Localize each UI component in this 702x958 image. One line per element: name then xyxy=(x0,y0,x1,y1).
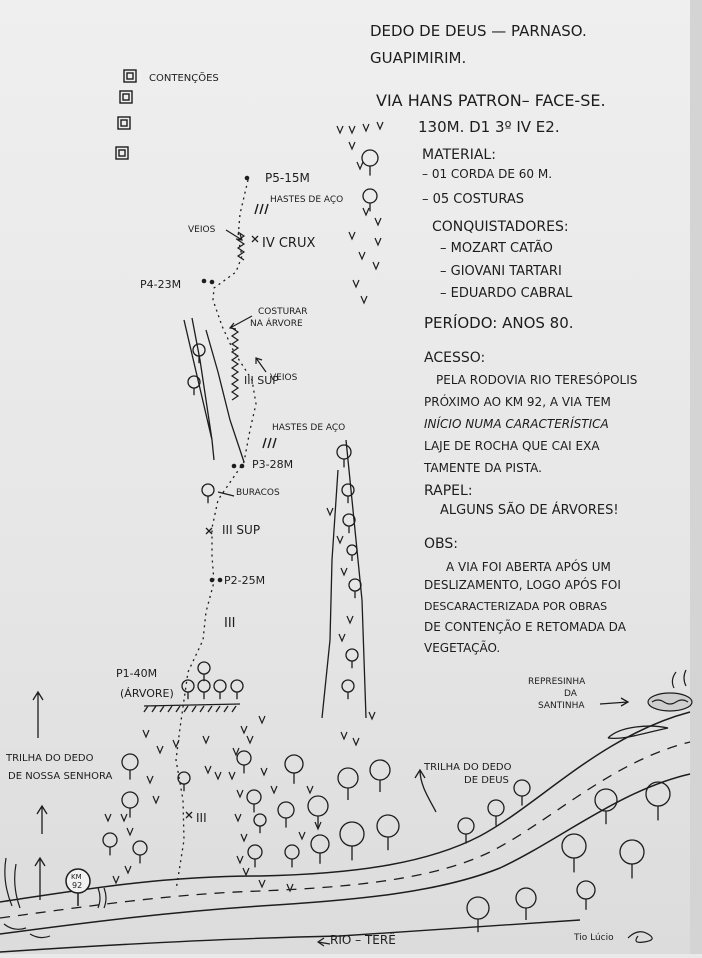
km-sign-number: 92 xyxy=(72,881,83,890)
veios-label-top: VEIOS xyxy=(188,225,216,235)
pitch-1-anchor: (ÁRVORE) xyxy=(120,687,174,700)
tree-icon xyxy=(620,840,644,878)
contencao-box-icon xyxy=(116,147,128,159)
vegetation-mark xyxy=(341,732,347,739)
vegetation-mark xyxy=(247,736,253,743)
tree-icon xyxy=(248,845,262,867)
tree-icon xyxy=(377,815,399,850)
crux-label: IV CRUX xyxy=(262,236,316,251)
vegetation-mark xyxy=(113,876,119,883)
vegetation-mark xyxy=(339,634,345,641)
vegetation-mark xyxy=(363,208,369,215)
tree-icon xyxy=(577,881,595,910)
river-flow-arrow xyxy=(318,938,330,946)
represinha-pond-icon xyxy=(648,693,692,711)
trail-dedo-de-deus-line2: DE DEUS xyxy=(464,775,509,786)
steel-rods-label-top: HASTES DE AÇO xyxy=(270,195,344,205)
vegetation-mark xyxy=(229,772,235,779)
vegetation-mark xyxy=(347,616,353,623)
tree-icon xyxy=(247,790,261,812)
buracos-label: BURACOS xyxy=(236,488,280,498)
obs-line-3: DESCARACTERIZADA POR OBRAS xyxy=(424,600,608,613)
vegetation-mark xyxy=(157,746,163,753)
vegetation-mark xyxy=(359,252,365,259)
paper-edge xyxy=(690,0,702,954)
conquistador-2: – GIOVANI TARTARI xyxy=(440,264,562,279)
tree-icon xyxy=(340,822,364,860)
contencao-box-icon xyxy=(120,91,132,103)
vegetation-mark xyxy=(259,880,265,887)
vegetation-mark xyxy=(147,776,153,783)
trail-dedo-de-deus-line1: TRILHA DO DEDO xyxy=(424,762,512,773)
ground-ledge xyxy=(144,704,240,712)
acesso-line-2: PRÓXIMO AO KM 92, A VIA TEM xyxy=(424,395,611,409)
author-signature: Tio Lúcio xyxy=(574,933,614,943)
vegetation-mark xyxy=(215,772,221,779)
tree-icon xyxy=(285,755,303,784)
material-item-rope: – 01 CORDA DE 60 M. xyxy=(422,167,553,181)
veios-crack-lower xyxy=(232,328,238,400)
tree-icon xyxy=(311,835,329,864)
vegetation-mark xyxy=(353,280,359,287)
vegetation-mark xyxy=(341,568,347,575)
tree-icon xyxy=(346,649,358,668)
vegetation-mark xyxy=(235,814,241,821)
periodo: PERÍODO: ANOS 80. xyxy=(424,314,574,332)
tree-icon xyxy=(595,789,617,824)
tree-icon xyxy=(202,484,214,503)
tree-icon xyxy=(198,680,210,699)
vegetation-marks xyxy=(105,122,383,891)
vegetation-mark xyxy=(361,296,367,303)
tree-icon xyxy=(516,888,536,920)
vegetation-mark xyxy=(307,786,313,793)
tree-icon xyxy=(285,845,299,867)
vegetation-mark xyxy=(173,740,179,747)
represinha-stream xyxy=(672,670,686,688)
contencao-legend-label: CONTENÇÕES xyxy=(149,73,219,84)
tree-icon xyxy=(231,680,243,699)
acesso-heading: ACESSO: xyxy=(424,350,486,366)
represinha-line3: SANTINHA xyxy=(538,701,585,711)
obs-line-4: DE CONTENÇÃO E RETOMADA DA xyxy=(424,620,626,634)
acesso-line-5: TAMENTE DA PISTA. xyxy=(424,461,542,475)
gully-left-line xyxy=(322,470,338,718)
tree-icon xyxy=(362,150,378,176)
road-edge-upper xyxy=(0,712,690,902)
rapel-text: ALGUNS SÃO DE ÁRVORES! xyxy=(440,503,619,518)
vegetation-mark xyxy=(121,814,127,821)
vegetation-mark xyxy=(375,218,381,225)
vegetation-mark xyxy=(241,726,247,733)
obs-line-2: DESLIZAMENTO, LOGO APÓS FOI xyxy=(424,578,621,592)
material-heading: MATERIAL: xyxy=(422,147,496,163)
tree-icon xyxy=(237,751,251,773)
acesso-line-1: PELA RODOVIA RIO TERESÓPOLIS xyxy=(436,373,638,387)
vegetation-mark xyxy=(105,814,111,821)
vegetation-mark xyxy=(377,122,383,129)
vegetation-mark xyxy=(237,790,243,797)
contencao-box-icon xyxy=(118,117,130,129)
conquistador-3: – EDUARDO CABRAL xyxy=(440,286,573,301)
pitch-1-grade: III xyxy=(196,811,207,825)
vegetation-mark xyxy=(375,238,381,245)
tree-icon xyxy=(103,833,117,855)
tree-icon xyxy=(562,834,586,872)
vegetation-mark xyxy=(337,536,343,543)
river-line xyxy=(0,920,580,952)
obs-heading: OBS: xyxy=(424,536,458,552)
tree-icon xyxy=(182,680,194,699)
pitch-5-label: P5-15M xyxy=(265,171,310,185)
tree-icon xyxy=(363,189,377,211)
vegetation-mark xyxy=(349,232,355,239)
vegetation-mark xyxy=(143,730,149,737)
tree-icon xyxy=(514,780,530,806)
vegetation-mark xyxy=(271,786,277,793)
contencao-box-icon xyxy=(124,70,136,82)
vegetation-mark xyxy=(349,142,355,149)
tree-icon xyxy=(122,754,138,780)
tree-icon xyxy=(347,545,357,561)
tree-icon xyxy=(178,772,190,791)
tree-icon xyxy=(342,680,354,699)
contencao-legend xyxy=(116,70,136,159)
vegetation-mark xyxy=(363,124,369,131)
steel-rods-label-mid: HASTES DE AÇO xyxy=(272,423,346,433)
tree-icon xyxy=(308,796,328,828)
vegetation-mark xyxy=(237,856,243,863)
left-edge-marks xyxy=(4,858,106,938)
acesso-line-3: INÍCIO NUMA CARACTERÍSTICA xyxy=(424,417,609,431)
tree-icon xyxy=(338,768,358,800)
tree-icon xyxy=(122,792,138,818)
vegetation-mark xyxy=(127,828,133,835)
vegetation-mark xyxy=(353,738,359,745)
tree-icon xyxy=(488,800,504,826)
trail-nossa-senhora-line2: DE NOSSA SENHORA xyxy=(8,771,113,782)
tree-icon xyxy=(349,579,361,598)
obs-line-5: VEGETAÇÃO. xyxy=(424,641,501,655)
acesso-line-4: LAJE DE ROCHA QUE CAI EXA xyxy=(424,439,600,453)
vegetation-mark xyxy=(261,768,267,775)
represinha-line1: REPRESINHA xyxy=(528,677,586,687)
obs-line-1: A VIA FOI ABERTA APÓS UM xyxy=(446,560,611,574)
signature-flourish xyxy=(628,932,652,943)
pitch-2-label: P2-25M xyxy=(224,574,266,587)
pitch-4-grade: III SUP xyxy=(244,374,279,387)
tree-icon xyxy=(198,662,210,681)
material-item-quickdraws: – 05 COSTURAS xyxy=(422,192,524,207)
route-grade: 130M. D1 3º IV E2. xyxy=(418,118,560,136)
represinha-line2: DA xyxy=(564,689,577,699)
km-sign-label: KM xyxy=(71,873,82,881)
vegetation-mark xyxy=(369,712,375,719)
vegetation-mark xyxy=(357,162,363,169)
tree-icon xyxy=(370,760,390,792)
vegetation-mark xyxy=(349,126,355,133)
vegetation-mark xyxy=(125,866,131,873)
tree-icon xyxy=(254,814,266,833)
vegetation-mark xyxy=(241,834,247,841)
costurar-label-2: NA ÁRVORE xyxy=(250,319,303,329)
road-edge-lower xyxy=(0,774,690,934)
title-line2: GUAPIMIRIM. xyxy=(370,49,467,67)
pitch-2-grade: III xyxy=(224,616,236,631)
conquistadores-heading: CONQUISTADORES: xyxy=(432,219,569,235)
title-line1: DEDO DE DEUS — PARNASO. xyxy=(370,22,587,40)
vegetation-mark xyxy=(327,508,333,515)
pitch-3-grade: III SUP xyxy=(222,523,261,537)
costurar-label-1: COSTURAR xyxy=(258,307,308,317)
vegetation-mark xyxy=(373,262,379,269)
conquistador-1: – MOZART CATÃO xyxy=(440,241,553,256)
vegetation-mark xyxy=(259,716,265,723)
tree-icon xyxy=(133,841,147,863)
pitch-3-label: P3-28M xyxy=(252,458,294,471)
vegetation-mark xyxy=(243,868,249,875)
trail-nossa-senhora-line1: TRILHA DO DEDO xyxy=(6,753,94,764)
vegetation-mark xyxy=(203,736,209,743)
vegetation-mark xyxy=(205,766,211,773)
pitch-1-label: P1-40M xyxy=(116,667,158,680)
vegetation-mark xyxy=(153,796,159,803)
vegetation-mark xyxy=(299,832,305,839)
river-label: RIO – TERÊ xyxy=(330,933,396,947)
pitch-4-label: P4-23M xyxy=(140,278,182,291)
rapel-heading: RAPEL: xyxy=(424,483,473,499)
veios-label-mid: VEIOS xyxy=(270,373,298,383)
tree-icon xyxy=(278,802,294,828)
vegetation-mark xyxy=(337,126,343,133)
route-name: VIA HANS PATRON– FACE-SE. xyxy=(376,91,606,110)
tree-icon xyxy=(214,680,226,699)
